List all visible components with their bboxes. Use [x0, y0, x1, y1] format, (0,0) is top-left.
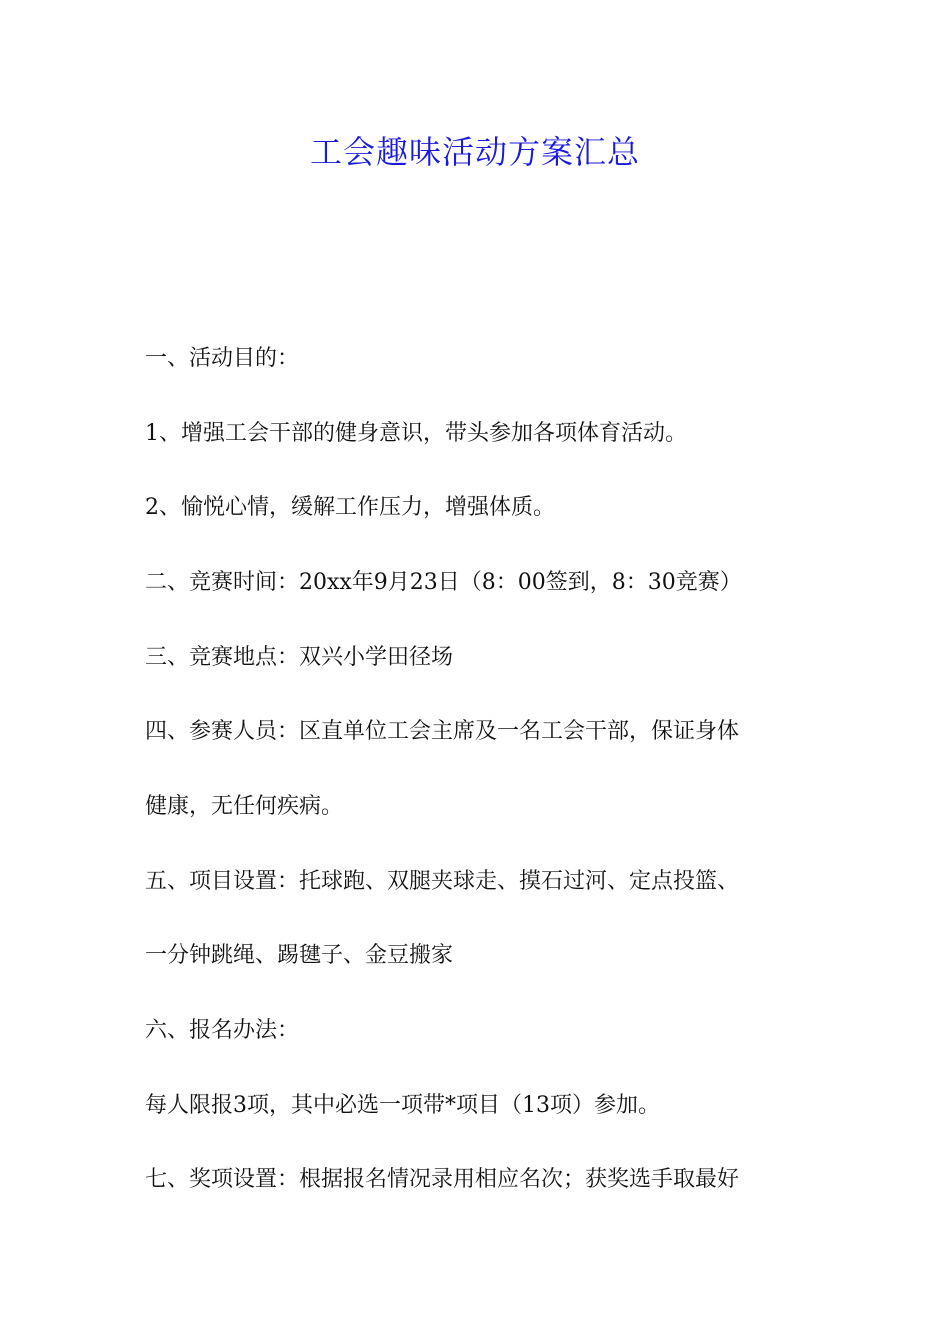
paragraph-line: 一分钟跳绳、踢毽子、金豆搬家	[145, 943, 454, 968]
section-heading-events: 五、项目设置：托球跑、双腿夹球走、摸石过河、定点投篮、	[145, 869, 740, 894]
paragraph-line: 健康，无任何疾病。	[145, 794, 344, 819]
section-heading-location: 三、竞赛地点：双兴小学田径场	[145, 645, 454, 670]
paragraph-line: 1、增强工会干部的健身意识，带头参加各项体育活动。	[145, 421, 687, 446]
section-heading-time: 二、竞赛时间：20xx年9月23日（8：00签到，8：30竞赛）	[145, 570, 742, 595]
paragraph-line: 每人限报3项，其中必选一项带*项目（13项）参加。	[145, 1093, 660, 1118]
section-heading-participants: 四、参赛人员：区直单位工会主席及一名工会干部，保证身体	[145, 719, 740, 744]
document-title: 工会趣味活动方案汇总	[309, 133, 640, 171]
section-heading-registration: 六、报名办法：	[145, 1018, 300, 1043]
section-heading-awards: 七、奖项设置：根据报名情况录用相应名次；获奖选手取最好	[145, 1167, 740, 1192]
section-heading-purpose: 一、活动目的：	[145, 346, 300, 371]
paragraph-line: 2、愉悦心情，缓解工作压力，增强体质。	[145, 495, 555, 520]
